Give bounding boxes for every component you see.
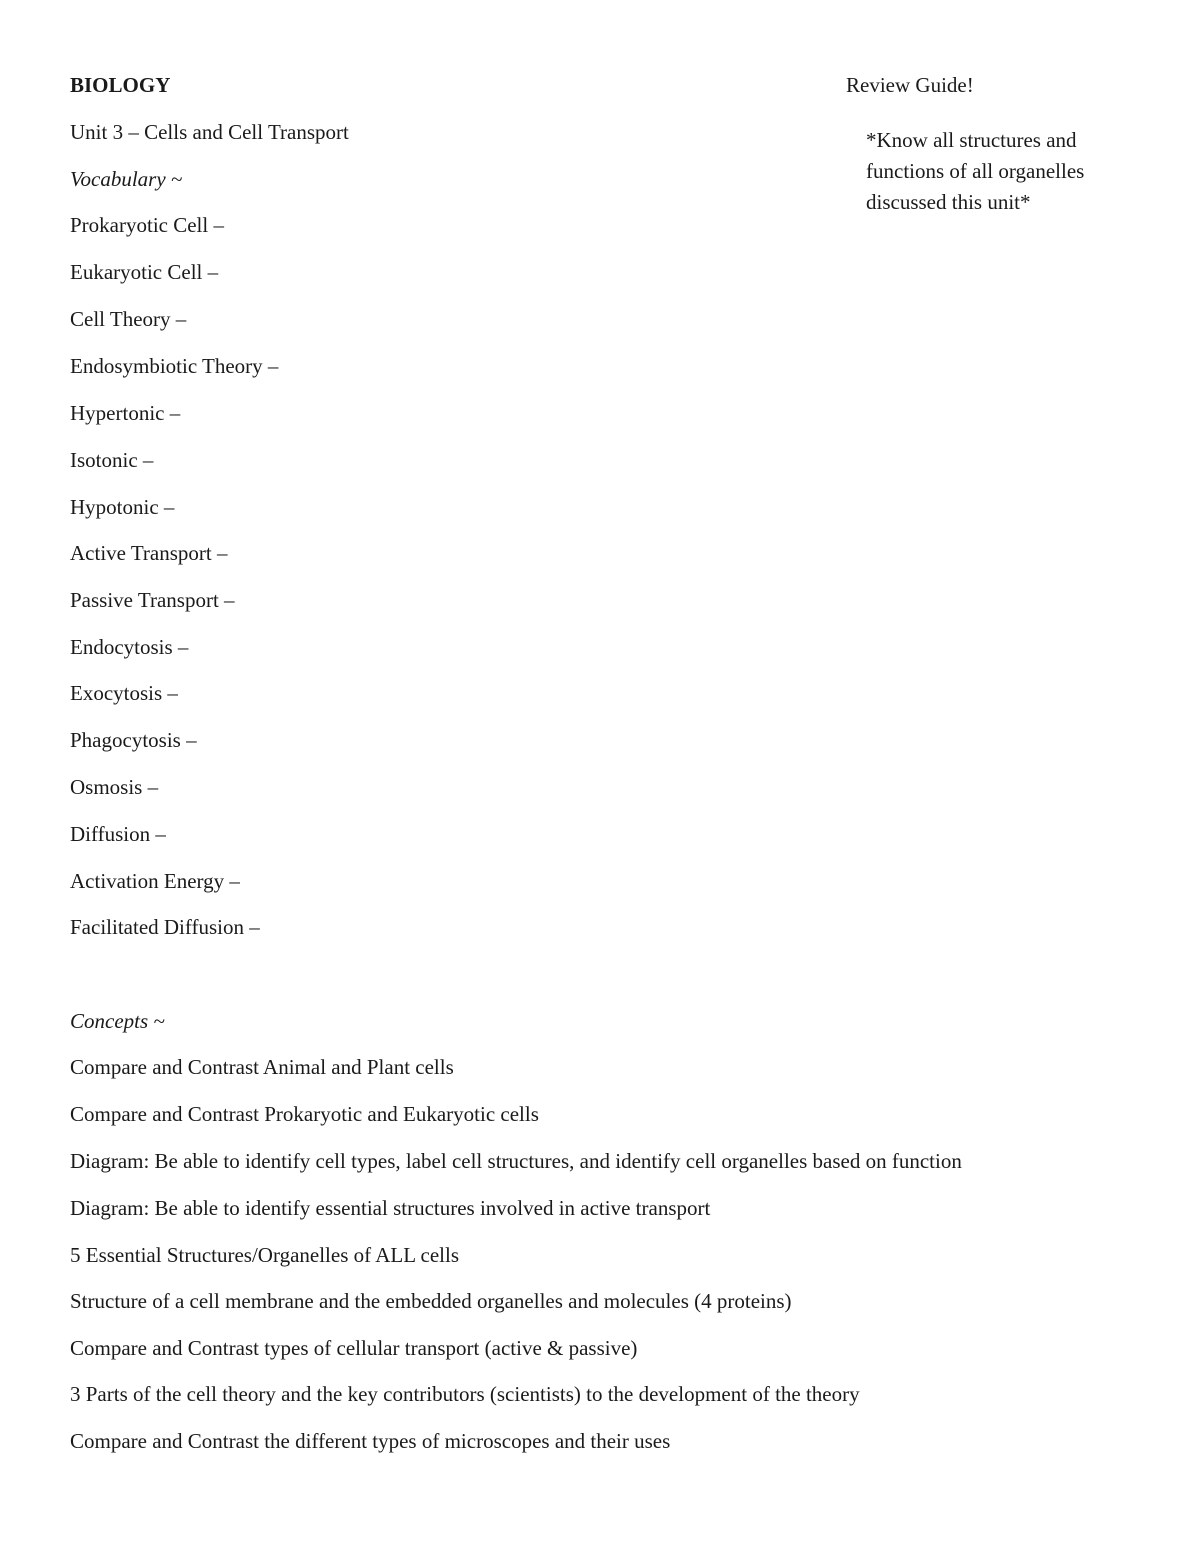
organelles-note: *Know all structures and functions of all organelles discussed this unit* [866, 128, 1085, 214]
vocab-term: Hypertonic – [70, 401, 181, 425]
subject-title: BIOLOGY [70, 73, 171, 97]
vocab-term: Endosymbiotic Theory – [70, 354, 279, 378]
concept-item: Compare and Contrast the different types of microscopes and their uses [70, 1429, 671, 1453]
concept-item: Compare and Contrast Prokaryotic and Eukaryotic cells [70, 1102, 539, 1126]
vocab-term: Passive Transport – [70, 588, 235, 612]
vocab-term: Diffusion – [70, 822, 166, 846]
vocabulary-heading: Vocabulary ~ [70, 167, 183, 191]
vocab-term: Isotonic – [70, 448, 154, 472]
vocab-term: Hypotonic – [70, 495, 175, 519]
vocab-term: Facilitated Diffusion – [70, 915, 260, 939]
review-guide-label: Review Guide! [846, 73, 974, 97]
vocab-term: Exocytosis – [70, 681, 178, 705]
concept-item: Compare and Contrast types of cellular transport (active & passive) [70, 1336, 638, 1360]
vocab-term: Active Transport – [70, 541, 228, 565]
unit-title: Unit 3 – Cells and Cell Transport [70, 120, 349, 144]
concept-item: Diagram: Be able to identify cell types, label cell structures, and identify cell organelles based on function [70, 1149, 962, 1173]
vocab-term: Endocytosis – [70, 635, 189, 659]
vocab-term: Cell Theory – [70, 307, 187, 331]
vocab-term: Osmosis – [70, 775, 159, 799]
vocab-term: Activation Energy – [70, 869, 240, 893]
vocab-term: Prokaryotic Cell – [70, 213, 224, 237]
concept-item: Structure of a cell membrane and the embedded organelles and molecules (4 proteins) [70, 1289, 792, 1313]
concept-item: Compare and Contrast Animal and Plant cells [70, 1055, 454, 1079]
concept-item: 3 Parts of the cell theory and the key contributors (scientists) to the development of the theory [70, 1382, 860, 1406]
vocab-term: Eukaryotic Cell – [70, 260, 219, 284]
concept-item: 5 Essential Structures/Organelles of ALL cells [70, 1243, 459, 1267]
concepts-heading: Concepts ~ [70, 1009, 165, 1033]
vocab-term: Phagocytosis – [70, 728, 197, 752]
concept-item: Diagram: Be able to identify essential structures involved in active transport [70, 1196, 711, 1220]
